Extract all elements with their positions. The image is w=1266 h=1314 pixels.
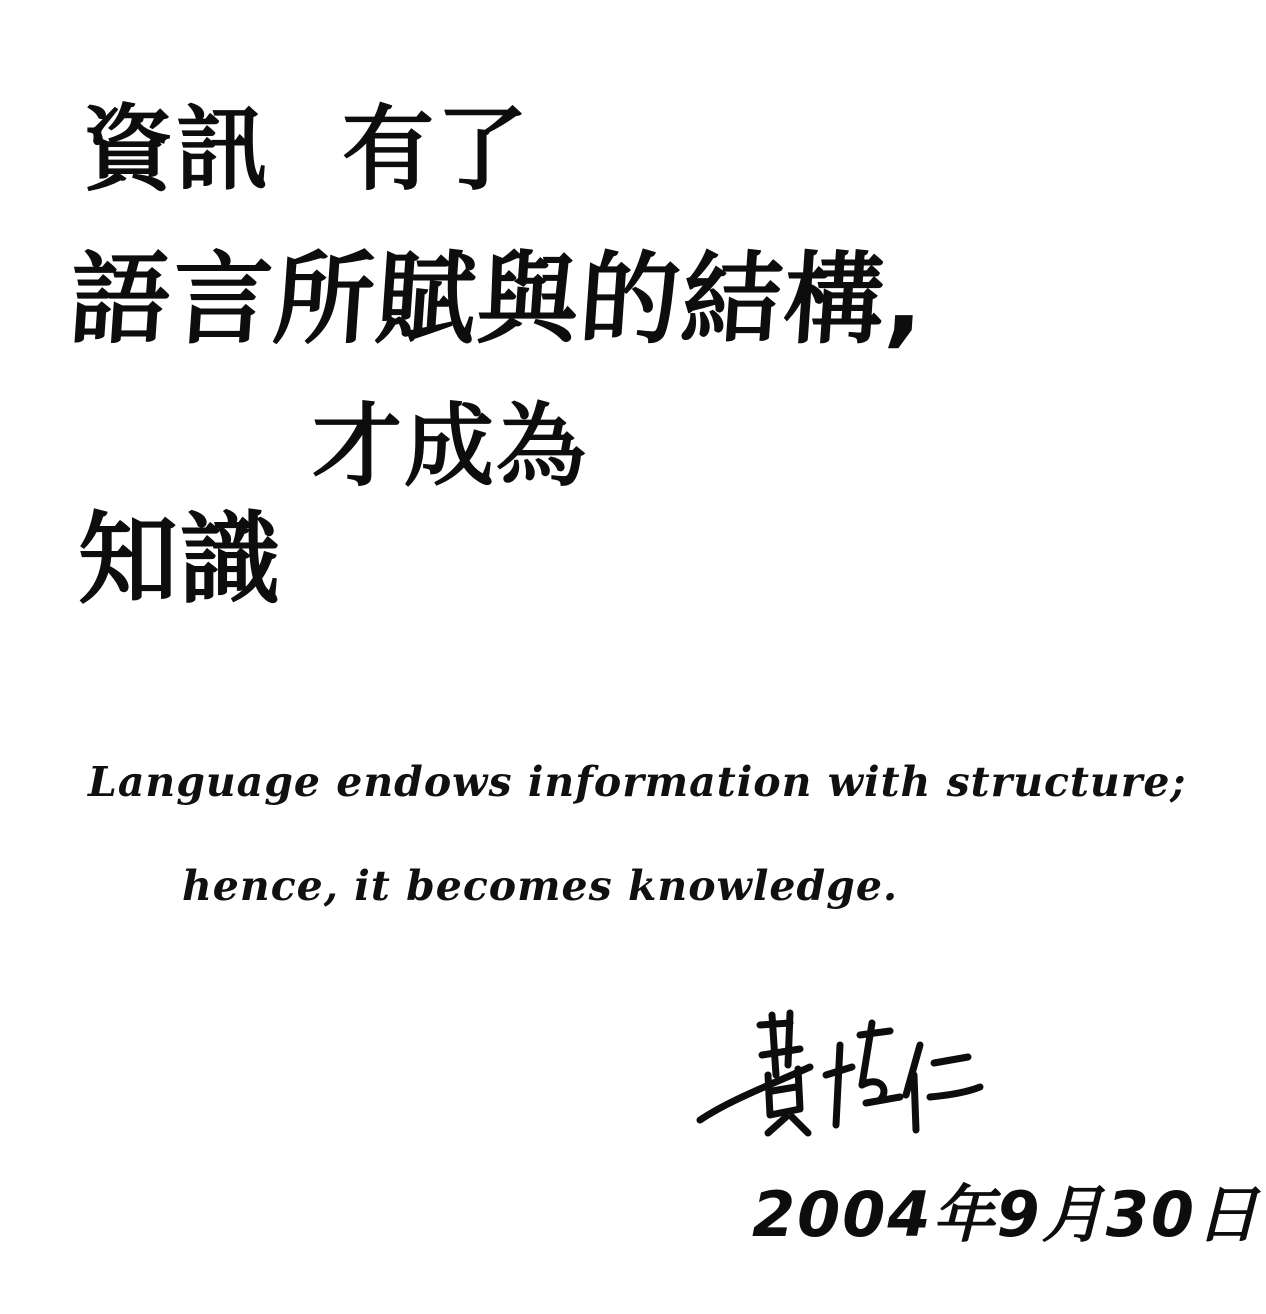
chinese-line-1: 資訊 有了 [82,96,531,203]
handwritten-signature [690,1005,990,1155]
chinese-line-4: 知識 [78,501,282,618]
chinese-line-3: 才成為 [312,394,588,499]
chinese-line-2: 語言所賦與的結構, [65,241,931,358]
signature-date: 2004年9月30日 [752,1178,1260,1251]
english-line-1: Language endows information with structure; [88,758,1187,806]
english-line-2: hence, it becomes knowledge. [182,862,899,910]
